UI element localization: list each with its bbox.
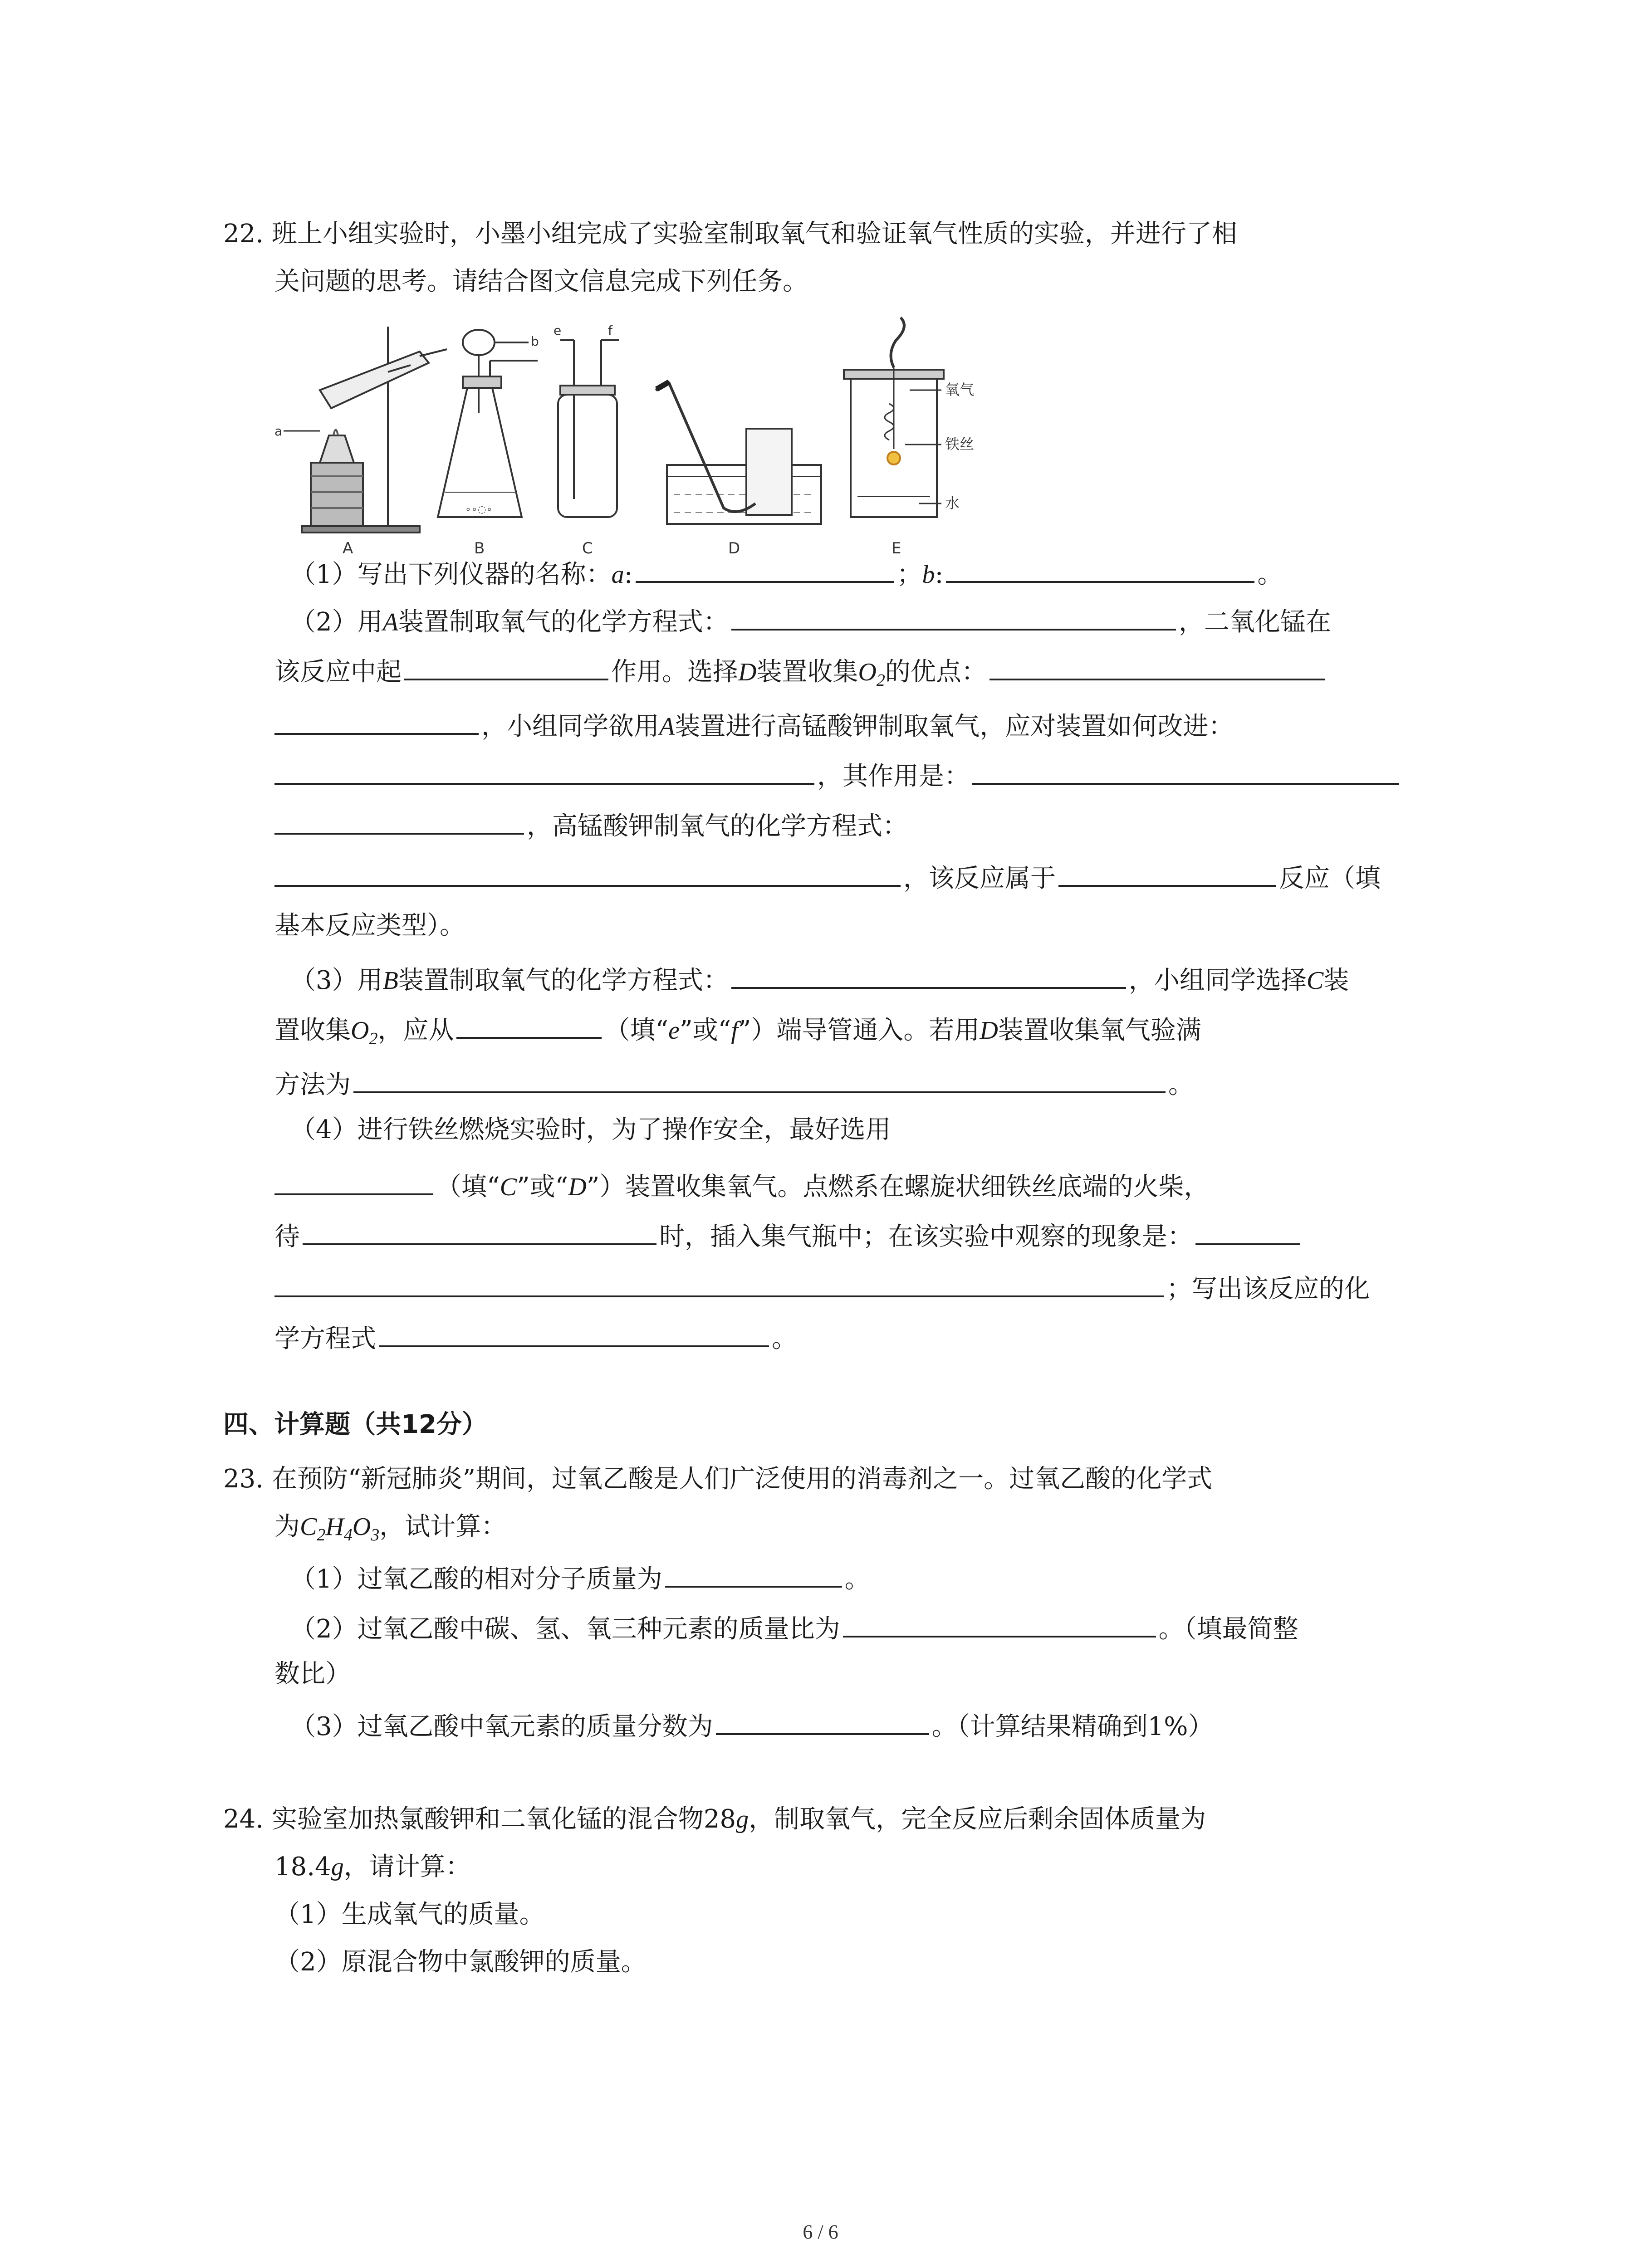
blank-d-advantage-cont[interactable]	[274, 708, 479, 735]
fig-label-E: E	[892, 539, 901, 557]
fig-label-iron-wire: 铁丝	[945, 435, 975, 453]
fig-label-D: D	[728, 539, 740, 557]
blank-c-or-d[interactable]	[274, 1168, 433, 1195]
blank-improvement[interactable]	[274, 758, 814, 785]
q23-part3: （3）过氧乙酸中氧元素的质量分数为 。（计算结果精确到1%）	[290, 1708, 1213, 1743]
svg-text:∘∘◌∘: ∘∘◌∘	[465, 504, 493, 515]
blank-oxygen-fraction[interactable]	[716, 1708, 929, 1735]
apparatus-figure	[274, 313, 1009, 558]
blank-kmno4-equation[interactable]	[274, 860, 901, 887]
apparatus-b	[438, 330, 538, 517]
fig-label-b: b	[531, 334, 539, 349]
fig-label-A: A	[343, 539, 353, 557]
apparatus-d	[656, 382, 821, 524]
blank-equation-b[interactable]	[731, 962, 1126, 989]
q22-part2-line7: 基本反应类型）。	[274, 911, 465, 940]
q22-part2-line2: 该反应中起 作用。选择D装置收集$O_2$的优点：	[274, 653, 1328, 697]
q23-part2: （2）过氧乙酸中碳、氢、氧三种元素的质量比为 。（填最简整	[290, 1610, 1298, 1646]
page-number: 6 / 6	[803, 2221, 838, 2243]
blank-d-advantage[interactable]	[989, 653, 1325, 680]
apparatus-e	[844, 318, 944, 517]
q22-part3-line1: （3）用B装置制取氧气的化学方程式： ，小组同学选择C装	[290, 962, 1349, 997]
q24-line-2: 18.4g，请计算：	[274, 1852, 471, 1882]
blank-b[interactable]	[946, 556, 1254, 583]
blank-phenomenon[interactable]	[1195, 1218, 1300, 1245]
q22-part3-line2: 置收集$O_2$，应从 （填“e”或“f”）端导管通入。若用D装置收集氧气验满	[274, 1012, 1201, 1055]
q23-line-2: 为$C_2H_4O_3$，试计算：	[274, 1512, 507, 1545]
q22-part3-line3: 方法为 。	[274, 1066, 1194, 1101]
blank-equation-a[interactable]	[731, 603, 1176, 631]
q22-part4-line5: 学方程式 。	[274, 1320, 797, 1355]
blank-full-check[interactable]	[353, 1066, 1166, 1093]
fig-label-B: B	[474, 539, 485, 557]
blank-iron-equation[interactable]	[379, 1320, 769, 1347]
q22-part2-line5: ，高锰酸钾制氧气的化学方程式：	[274, 807, 908, 843]
q22-part4-line4: ；写出该反应的化	[274, 1270, 1370, 1305]
q22-part4-line2: （填“C”或“D”）装置收集氧气。点燃系在螺旋状细铁丝底端的火柴，	[274, 1168, 1209, 1203]
q23-part1: （1）过氧乙酸的相对分子质量为 。	[290, 1560, 870, 1596]
blank-purpose-cont[interactable]	[274, 807, 524, 835]
fig-label-f: f	[608, 323, 612, 338]
blank-phenomenon-cont[interactable]	[274, 1270, 1164, 1297]
section-heading: 四、计算题（共12分）	[223, 1410, 487, 1439]
blank-a[interactable]	[636, 556, 894, 583]
apparatus-c	[558, 340, 619, 517]
fig-label-e: e	[554, 323, 562, 338]
q22-part2-line4: ，其作用是：	[274, 758, 1401, 793]
q23-part2-cont: 数比）	[274, 1659, 351, 1689]
q23-line-1: 23. 在预防“新冠肺炎”期间，过氧乙酸是人们广泛使用的消毒剂之一。过氧乙酸的化学式	[223, 1464, 1213, 1494]
blank-inlet[interactable]	[456, 1012, 602, 1039]
q22-line-1: 22. 班上小组实验时，小墨小组完成了实验室制取氧气和验证氧气性质的实验，并进行了相	[223, 219, 1237, 249]
q22-part4-line3: 待 时，插入集气瓶中；在该实验中观察的现象是：	[274, 1218, 1303, 1253]
blank-wait[interactable]	[303, 1218, 656, 1245]
apparatus-a	[284, 327, 447, 533]
blank-purpose[interactable]	[972, 758, 1399, 785]
q22-part1: （1）写出下列仪器的名称：a: ；b: 。	[290, 556, 1283, 591]
q24-part2: （2）原混合物中氯酸钾的质量。	[274, 1947, 647, 1977]
q22-part4-line1: （4）进行铁丝燃烧实验时，为了操作安全，最好选用	[290, 1115, 891, 1144]
fig-label-C: C	[582, 539, 593, 557]
blank-mass-ratio[interactable]	[843, 1610, 1156, 1637]
q24-part1: （1）生成氧气的质量。	[274, 1900, 545, 1929]
q22-line-2: 关问题的思考。请结合图文信息完成下列任务。	[274, 267, 808, 296]
q22-part2-line3: ，小组同学欲用A装置进行高锰酸钾制取氧气，应对装置如何改进：	[274, 708, 1234, 743]
blank-molar-mass[interactable]	[665, 1560, 842, 1588]
fig-label-a: a	[274, 424, 283, 439]
q22-part2-line1: （2）用A装置制取氧气的化学方程式： ，二氧化锰在	[290, 603, 1331, 639]
blank-reaction-type[interactable]	[1058, 860, 1276, 887]
q22-part2-line6: ，该反应属于 反应（填	[274, 860, 1381, 895]
q24-line-1: 24. 实验室加热氯酸钾和二氧化锰的混合物28g，制取氧气，完全反应后剩余固体质量为	[223, 1804, 1206, 1834]
fig-label-oxygen: 氧气	[945, 381, 975, 398]
blank-mno2-role[interactable]	[404, 653, 608, 680]
fig-label-water: 水	[945, 494, 960, 512]
